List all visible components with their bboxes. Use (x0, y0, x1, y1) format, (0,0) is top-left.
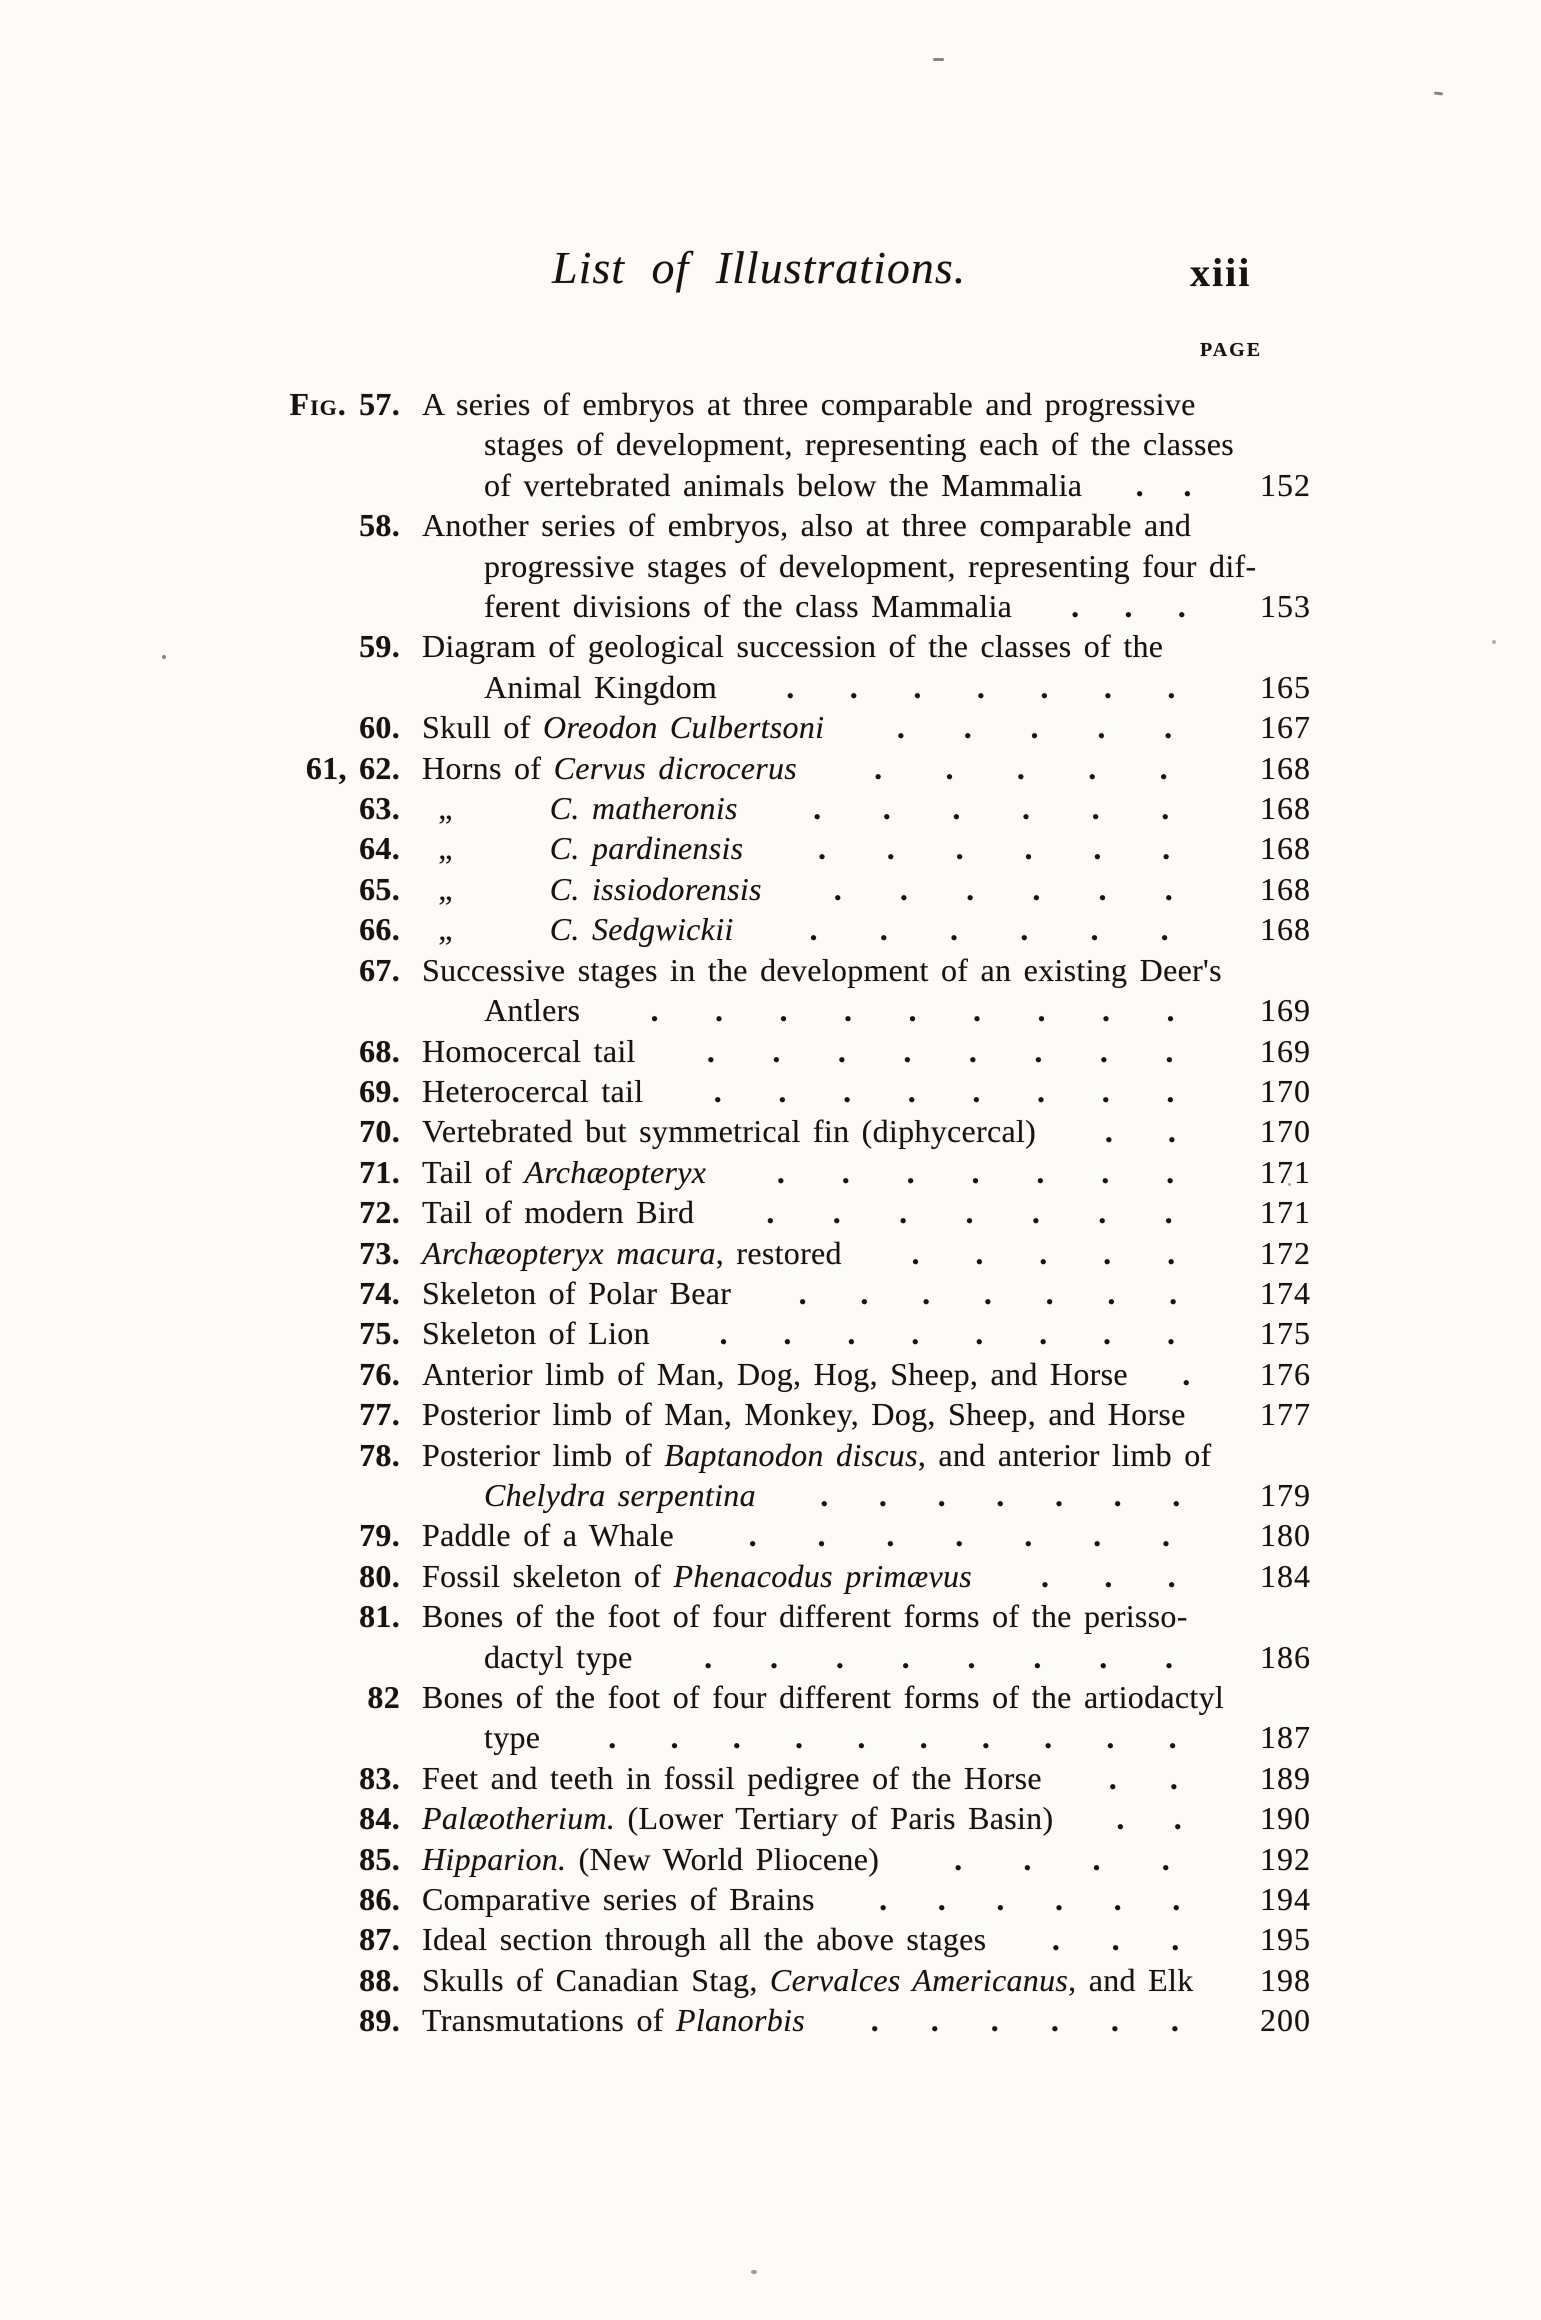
dot-leader: . . . . . . . . (704, 1638, 1174, 1675)
page-number: 194 (1260, 1881, 1311, 1918)
list-entry (265, 1031, 1311, 1071)
entry-line (422, 990, 1311, 1030)
entry-line (422, 667, 1311, 707)
page-number: 195 (1260, 1921, 1311, 1958)
list-entry (265, 384, 1311, 505)
dot-leader: . . . . (954, 1840, 1171, 1877)
figure-number: 68. (359, 1032, 400, 1069)
entry-line (422, 1798, 1311, 1838)
list-entry (265, 748, 1311, 788)
entry-line (422, 1192, 1311, 1232)
entry-body (422, 748, 1311, 788)
entry-body (422, 1879, 1311, 1919)
entry-line (422, 1596, 1311, 1636)
entry-body (422, 1354, 1311, 1394)
figure-number: 85. (359, 1840, 400, 1877)
figure-number: 74. (359, 1274, 400, 1311)
entry-text: stages of development, representing each of the classes (484, 426, 1235, 463)
scan-speck (1434, 91, 1443, 95)
entry-text: ferent divisions of the class Mammalia (484, 588, 1013, 625)
page-number: 170 (1260, 1072, 1311, 1109)
dot-leader: . . . (1051, 1921, 1180, 1958)
page-number: 187 (1260, 1719, 1311, 1756)
dot-leader: . . . . . . . . (706, 1032, 1174, 1069)
dot-leader: . . . . . . (879, 1881, 1181, 1918)
entry-body (422, 1839, 1311, 1879)
entry-body (422, 626, 1311, 707)
entry-body (422, 869, 1311, 909)
figure-number: 80. (359, 1557, 400, 1594)
entry-line (422, 1758, 1311, 1798)
page-number: 179 (1260, 1476, 1311, 1513)
figure-number: 88. (359, 1961, 400, 1998)
entry-line (422, 788, 1311, 828)
figure-number: 63. (359, 790, 400, 827)
entry-body (422, 950, 1311, 1031)
page-number: 168 (1260, 749, 1311, 786)
figure-number: 79. (359, 1517, 400, 1554)
dot-leader: . . . . . . (833, 870, 1174, 907)
entry-body (422, 707, 1311, 747)
page-number: 176 (1260, 1355, 1311, 1392)
list-entry (265, 1394, 1311, 1434)
dot-leader: . . . . . . . (798, 1274, 1178, 1311)
entry-text: Hipparion. (New World Pliocene) (422, 1840, 880, 1877)
list-entry (265, 1798, 1311, 1838)
figure-number: Fig. 57. (289, 386, 400, 422)
entry-line (422, 1435, 1311, 1475)
entry-line (422, 1677, 1311, 1717)
entry-text: of vertebrated animals below the Mammalia (484, 466, 1083, 503)
entry-text: „ C. Sedgwickii (422, 911, 734, 948)
figure-number: 70. (359, 1113, 400, 1150)
page-column-header: PAGE (1200, 339, 1263, 361)
list-entry (265, 1515, 1311, 1555)
entry-text: Transmutations of Planorbis (422, 2002, 805, 2039)
entry-text: Diagram of geological succession of the classes of the (422, 628, 1164, 665)
list-entry (265, 505, 1311, 626)
page-number: 152 (1260, 466, 1311, 503)
entry-body (422, 1677, 1311, 1758)
entry-line (422, 1879, 1311, 1919)
fig-label: Fig. (289, 386, 347, 422)
list-entry (265, 828, 1311, 868)
scan-speck (1492, 640, 1496, 644)
entry-body (422, 828, 1311, 868)
entry-body (422, 1394, 1311, 1434)
entry-text: Successive stages in the development of an existing Deer's (422, 951, 1222, 988)
entry-text: Fossil skeleton of Phenacodus primævus (422, 1557, 973, 1594)
entry-line (422, 748, 1311, 788)
entry-text: Palæotherium. (Lower Tertiary of Paris Basin) (422, 1800, 1054, 1837)
page-number: 177 (1260, 1396, 1311, 1433)
entry-line (422, 1839, 1311, 1879)
entry-line (422, 828, 1311, 868)
entry-body (422, 1515, 1311, 1555)
entry-line (422, 1313, 1311, 1353)
entry-body (422, 1233, 1311, 1273)
dot-leader: . . (1135, 466, 1192, 503)
entry-body (422, 1798, 1311, 1838)
list-entry (265, 1879, 1311, 1919)
list-entry (265, 1354, 1311, 1394)
list-entry (265, 1839, 1311, 1879)
entry-line (422, 1919, 1311, 1959)
entry-line (422, 1515, 1311, 1555)
page-number: 172 (1260, 1234, 1311, 1271)
scan-speck (933, 58, 944, 61)
list-entry (265, 1071, 1311, 1111)
dot-leader: . . (1104, 1113, 1177, 1150)
page-number: 165 (1260, 668, 1311, 705)
figure-number: 66. (359, 911, 400, 948)
entry-text: Homocercal tail (422, 1032, 636, 1069)
entry-text: dactyl type (484, 1638, 633, 1675)
dot-leader: . . . (1071, 588, 1187, 625)
entry-text: Horns of Cervus dicrocerus (422, 749, 798, 786)
entry-line (422, 505, 1311, 545)
page-number: 169 (1260, 1032, 1311, 1069)
entry-line (422, 1717, 1311, 1757)
entry-line (422, 869, 1311, 909)
figure-number: 82 (367, 1679, 400, 1715)
dot-leader: . . . . . . . (766, 1194, 1173, 1231)
entry-body (422, 1152, 1311, 1192)
page-number: 168 (1260, 790, 1311, 827)
dot-leader: . . . . . (911, 1234, 1176, 1271)
entry-line (422, 1475, 1311, 1515)
figure-number: 60. (359, 709, 400, 746)
folio-page-number: xiii (1190, 250, 1252, 295)
dot-leader: . . . . . . (813, 790, 1170, 827)
entry-text: „ C. pardinensis (422, 830, 744, 867)
entry-body (422, 1960, 1311, 2000)
entry-text: Chelydra serpentina (484, 1476, 756, 1513)
figure-number: 67. (359, 951, 400, 988)
entry-body (422, 2000, 1311, 2040)
entry-line (422, 384, 1311, 424)
dot-leader: . . . (1041, 1557, 1176, 1594)
dot-leader: . . . . . . (870, 2002, 1180, 2039)
figure-number: 58. (359, 507, 400, 544)
list-entry (265, 1233, 1311, 1273)
entry-line (422, 546, 1311, 586)
entry-text: „ C. matheronis (422, 790, 738, 827)
entry-line (422, 1394, 1311, 1434)
entry-text: Antlers (484, 992, 581, 1029)
entry-body (422, 505, 1311, 626)
entry-text: Skulls of Canadian Stag, Cervalces Americanus, and Elk (422, 1961, 1194, 1998)
entry-line (422, 2000, 1311, 2040)
entry-text: Vertebrated but symmetrical fin (diphycercal) (422, 1113, 1037, 1150)
entry-text: Anterior limb of Man, Dog, Hog, Sheep, and Horse (422, 1355, 1128, 1392)
list-entry (265, 1192, 1311, 1232)
entry-body (422, 1273, 1311, 1313)
list-entry (265, 707, 1311, 747)
page-number: 168 (1260, 870, 1311, 907)
dot-leader: . . . . . . . . (713, 1072, 1175, 1109)
figure-number: 64. (359, 830, 400, 867)
entry-body (422, 1435, 1311, 1516)
entry-text: A series of embryos at three comparable and progressive (422, 386, 1196, 422)
entry-text: Skeleton of Lion (422, 1315, 650, 1352)
page-number: 186 (1260, 1638, 1311, 1675)
list-entry (265, 1677, 1311, 1758)
entry-text: „ C. issiodorensis (422, 870, 762, 907)
list-entry (265, 1556, 1311, 1596)
list-entry (265, 1111, 1311, 1151)
entry-text: Tail of Archæopteryx (422, 1153, 707, 1190)
page-number: 168 (1260, 830, 1311, 867)
figure-number: 65. (359, 870, 400, 907)
dot-leader: . . . . . . . . . (650, 992, 1175, 1029)
page-number: 174 (1260, 1274, 1311, 1311)
dot-leader: . . . . . . (809, 911, 1169, 948)
page-number: 184 (1260, 1557, 1311, 1594)
entry-text: Posterior limb of Baptanodon discus, and anterior limb of (422, 1436, 1212, 1473)
entry-body (422, 1758, 1311, 1798)
figure-number: 61, 62. (305, 749, 400, 786)
entry-text: Ideal section through all the above stages (422, 1921, 987, 1958)
entry-body (422, 1071, 1311, 1111)
dot-leader: . . . . . . . (786, 668, 1176, 705)
dot-leader: . . . . . . . . (719, 1315, 1176, 1352)
entry-line (422, 1111, 1311, 1151)
dot-leader: . . . . . . . . . . (608, 1719, 1177, 1756)
figure-number: 81. (359, 1598, 400, 1635)
entry-body (422, 909, 1311, 949)
entry-line (422, 1071, 1311, 1111)
entry-line (422, 707, 1311, 747)
figure-number: 76. (359, 1355, 400, 1392)
list-entry (265, 1152, 1311, 1192)
figure-number: 78. (359, 1436, 400, 1473)
figure-number: 77. (359, 1396, 400, 1433)
entry-text: Bones of the foot of four different forms of the perisso- (422, 1598, 1188, 1635)
page-number: 168 (1260, 911, 1311, 948)
entry-text: Heterocercal tail (422, 1072, 644, 1109)
entry-line (422, 909, 1311, 949)
scan-speck (162, 655, 166, 659)
scan-speck (1288, 1183, 1291, 1186)
entry-body (422, 1192, 1311, 1232)
dot-leader: . (1182, 1355, 1191, 1392)
list-entry (265, 1435, 1311, 1516)
entry-body (422, 788, 1311, 828)
figure-number: 73. (359, 1234, 400, 1271)
entry-line (422, 424, 1311, 464)
entry-line (422, 1233, 1311, 1273)
entry-text: Bones of the foot of four different forms of the artiodactyl (422, 1679, 1225, 1715)
dot-leader: . . (1108, 1759, 1179, 1796)
entry-body (422, 1031, 1311, 1071)
list-entry (265, 869, 1311, 909)
page-number: 153 (1260, 588, 1311, 625)
figure-number: 83. (359, 1759, 400, 1796)
list-entry (265, 1596, 1311, 1677)
list-entry (265, 1960, 1311, 2000)
page-number: 189 (1260, 1759, 1311, 1796)
page-number: 200 (1260, 2002, 1311, 2039)
page-number: 198 (1260, 1961, 1311, 1998)
page-number: 170 (1260, 1113, 1311, 1150)
entry-text: Feet and teeth in fossil pedigree of the Horse (422, 1759, 1042, 1796)
list-entry (265, 1758, 1311, 1798)
page-number: 175 (1260, 1315, 1311, 1352)
page-number: 171 (1260, 1153, 1311, 1190)
entry-line (422, 1354, 1311, 1394)
dot-leader: . . (1116, 1800, 1183, 1837)
page-title: List of Illustrations. (552, 242, 967, 293)
figure-number: 59. (359, 628, 400, 665)
entry-line (422, 1637, 1311, 1677)
list-entry (265, 1919, 1311, 1959)
entry-body (422, 384, 1311, 505)
entry-line (422, 586, 1311, 626)
entry-line (422, 1556, 1311, 1596)
illustrations-list (265, 384, 1311, 2041)
list-entry (265, 909, 1311, 949)
entry-text: Skull of Oreodon Culbertsoni (422, 709, 825, 746)
figure-number: 75. (359, 1315, 400, 1352)
figure-number: 72. (359, 1194, 400, 1231)
list-entry (265, 788, 1311, 828)
dot-leader: . . . . . . . (776, 1153, 1175, 1190)
entry-line (422, 1960, 1311, 2000)
entry-line (422, 1273, 1311, 1313)
list-entry (265, 1313, 1311, 1353)
entry-text: Paddle of a Whale (422, 1517, 674, 1554)
scan-speck (751, 2270, 757, 2274)
entry-line (422, 950, 1311, 990)
entry-text: type (484, 1719, 541, 1756)
entry-line (422, 1152, 1311, 1192)
entry-text: Skeleton of Polar Bear (422, 1274, 732, 1311)
entry-line (422, 626, 1311, 666)
figure-number: 71. (359, 1153, 400, 1190)
entry-text: Comparative series of Brains (422, 1881, 815, 1918)
figure-number: 87. (359, 1921, 400, 1958)
dot-leader: . . . . . (896, 709, 1173, 746)
entry-line (422, 1031, 1311, 1071)
dot-leader: . . . . . . (817, 830, 1171, 867)
entry-text: Archæopteryx macura, restored (422, 1234, 842, 1271)
page-number: 167 (1260, 709, 1311, 746)
list-entry (265, 950, 1311, 1031)
page-number: 192 (1260, 1840, 1311, 1877)
dot-leader: . . . . . (874, 749, 1168, 786)
page-number: 171 (1260, 1194, 1311, 1231)
entry-body (422, 1111, 1311, 1151)
entry-body (422, 1556, 1311, 1596)
entry-body (422, 1919, 1311, 1959)
entry-line (422, 465, 1311, 505)
page-number: 169 (1260, 992, 1311, 1029)
figure-number: 84. (359, 1800, 400, 1837)
figure-number: 86. (359, 1881, 400, 1918)
figure-number: 69. (359, 1072, 400, 1109)
dot-leader: . . . . . . . (820, 1476, 1181, 1513)
page-number: 190 (1260, 1800, 1311, 1837)
list-entry (265, 1273, 1311, 1313)
figure-number: 89. (359, 2002, 400, 2039)
list-entry (265, 2000, 1311, 2040)
entry-text: Tail of modern Bird (422, 1194, 695, 1231)
page-number: 180 (1260, 1517, 1311, 1554)
entry-text: progressive stages of development, representing four dif- (484, 547, 1257, 584)
entry-body (422, 1313, 1311, 1353)
entry-body (422, 1596, 1311, 1677)
list-entry (265, 626, 1311, 707)
dot-leader: . . . . . . . (748, 1517, 1171, 1554)
entry-text: Posterior limb of Man, Monkey, Dog, Sheep, and Horse (422, 1396, 1186, 1433)
entry-text: Animal Kingdom (484, 668, 718, 705)
entry-text: Another series of embryos, also at three comparable and (422, 507, 1192, 544)
